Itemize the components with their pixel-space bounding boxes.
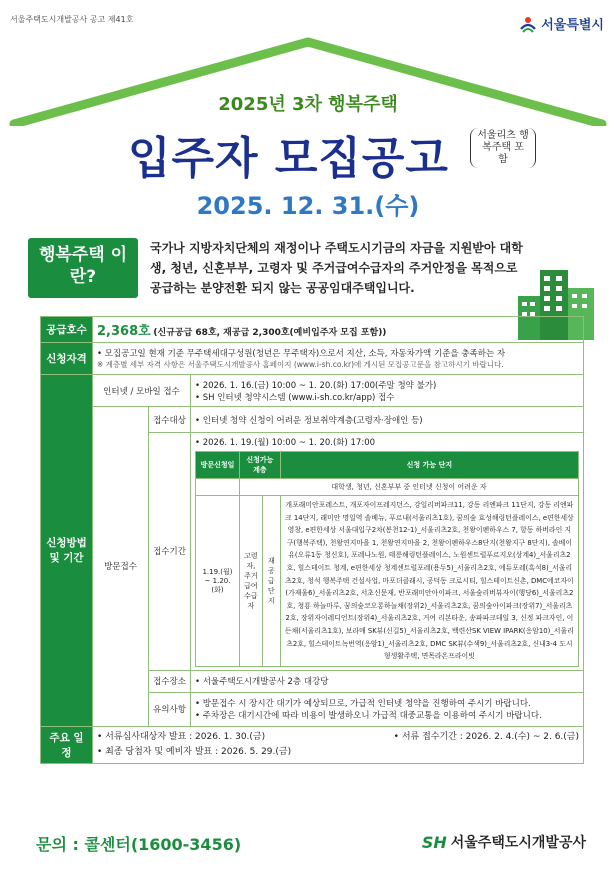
notice-number: 서울주택도시개발공사 공고 제41호	[10, 15, 134, 24]
visit-target-row	[41, 407, 584, 433]
online-value	[191, 375, 584, 407]
mini-header-date: 방문신청일	[196, 452, 240, 479]
mini-complexes: 개포래미안포레스트, 개포자이프레지던스, 강일리버파크11, 강동 리엔파크 11단지, 강동 리엔파크 14단지, 래미안 명일역 솔베뉴, 푸르내(서울리츠1호), 꿈의숲 효성해링턴플레이스, e편한세상 영창, e편한세상 서울대입구2차(봉천12-1)_서울리츠2호, 천왕이펜하우스 7, 항동 하버라인 지구(행복주택), 천왕연지마을 1, 천왕연지마을 2, 천왕이펜하우스8단지(천왕지구 8단지), 솔베이유(오류1동 청신호), 포레나노원, 태릉해링턴플레이스, 노원센트럴푸르지오(상계4)_서울리츠2호, 힐스테이트 청계, e편한세상 청계센트럴포레(용두5)_서울리츠2호, 에듀포레(흑석8)_서울리츠2호, 청석 행복주택 건설사업, 마포더클래시, 공덕동 크로시티, 힐스테이트신촌, DMC에코자이(가재울6)_서울리츠2호, 서초신문재, 반포래미안아이파크, 서울숲리버뷰자이(행당6)_서울리츠2호, 청룡 하늘마루, 꿈의숲코오롱하늘채(장위2)_서울리츠2호, 꿈의숲아이파크(장위7)_서울리츠2호, 장위자이레디언트(장위4)_서울리츠2호, 거여 리본타운, 송파파크데일 3, 신정 파크자인, 이든채(서울리츠1호), 보라매 SK뷰(신길5)_서울리츠2호, 백련산SK VIEW IPARK(응암10)_서울리츠2호, 힐스테이트녹번역(응암1)_서울리츠2호, DMC SK뷰(수색9)_서울리츠2호, 신내3-4 도시형생활주택, 면목라온프라이빗	[280, 496, 578, 667]
eligibility-line-1: • 모집공고일 현재 기준 무주택세대구성원(청년은 무주택자)으로서 지산, 소득, 자동차가액 기준을 충족하는 자	[97, 349, 506, 359]
caution-line-1: • 방문접수 시 장시간 대기가 예상되므로, 가급적 인터넷 청약을 진행하여 주시기 바랍니다.	[195, 699, 531, 710]
supply-row	[41, 317, 584, 343]
supply-label: 공급호수	[41, 317, 93, 343]
sh-logo	[422, 832, 586, 852]
caution-label: 유의사항	[149, 692, 191, 726]
caution-line-2: • 주차장은 대기시간에 따라 비용이 발생하오니 가급적 대중교통을 이용하여 주시기 바랍니다.	[195, 711, 542, 722]
intro-text: 국가나 지방자치단체의 재정이나 주택도시기금의 자금을 지원받아 대학생, 청년, 신혼부부, 고령자 및 주거급여수급자의 주거안정을 목적으로 공급하는 분양전환 되지 않는 공공임대주택입니다.	[150, 241, 523, 295]
mini-class: 고령자, 주거급여 수급자	[240, 496, 263, 667]
schedule-value	[93, 726, 584, 763]
mini-row1-blank	[196, 479, 240, 496]
seoul-city-logo	[519, 14, 604, 33]
mini-header-class: 신청가능 계층	[240, 452, 281, 479]
schedule-item-3: • 최종 당첨자 및 예비자 발표 : 2026. 5. 29.(금)	[97, 746, 292, 757]
complex-table	[195, 451, 579, 667]
period-label: 접수기간	[149, 433, 191, 671]
sh-logo-text: 서울주택도시개발공사	[450, 835, 586, 851]
intro-badge: 행복주택 이란?	[28, 238, 138, 298]
online-label: 인터넷 / 모바일 접수	[93, 375, 191, 407]
seoul-logo-text: 서울특별시	[541, 18, 604, 33]
online-line-2: • SH 인터넷 청약시스템 (www.i-sh.co.kr/app) 접수	[195, 392, 395, 403]
sh-logo-icon: SH	[421, 832, 447, 852]
mini-header-complex: 신청 가능 단지	[280, 452, 578, 479]
target-value: • 인터넷 청약 신청이 어려운 정보취약계층(고령자·장애인 등)	[191, 407, 584, 433]
apply-label: 신청방법 및 기간	[41, 375, 93, 727]
mini-date: 1.19.(월) ~ 1.20.(화)	[196, 496, 240, 667]
place-label: 접수장소	[149, 670, 191, 692]
online-line-1: • 2026. 1. 16.(금) 10:00 ~ 1. 20.(화) 17:00(주말 청약 불가)	[195, 380, 437, 391]
includes-note: 서울리츠 행복주택 포 함	[470, 128, 536, 168]
schedule-label: 주요 일정	[41, 726, 93, 763]
notice-date: 2025. 12. 31.(수)	[196, 192, 420, 220]
period-value	[191, 433, 584, 671]
online-row	[41, 375, 584, 407]
period-text: • 2026. 1. 19.(월) 10:00 ~ 1. 20.(화) 17:00	[195, 438, 376, 448]
notice-subtitle: 2025년 3차 행복주택	[218, 94, 398, 115]
visit-label: 방문접수	[93, 407, 149, 727]
mini-type: 재공급 단지	[262, 496, 280, 667]
page-title: 입주자 모집공고	[128, 133, 449, 184]
eligibility-label: 신청자격	[41, 343, 93, 375]
caution-value	[191, 692, 584, 726]
mini-row1: 대학생, 청년, 신혼부부 중 인터넷 신청이 어려운 자	[240, 479, 579, 496]
schedule-item-2: • 서류 접수기간 : 2026. 2. 4.(수) ~ 2. 6.(금)	[393, 731, 579, 742]
schedule-item-1: • 서류심사대상자 발표 : 2026. 1. 30.(금)	[97, 731, 266, 742]
supply-count: 2,368호	[97, 324, 151, 339]
place-value: • 서울주택도시개발공사 2층 대강당	[191, 670, 584, 692]
supply-detail: (신규공급 68호, 재공급 2,300호(예비입주자 모집 포함))	[153, 328, 387, 338]
supply-value	[93, 317, 584, 343]
contact-info: 문의 : 콜센터(1600-3456)	[36, 835, 242, 854]
eligibility-line-2: ※ 계층별 세부 자격 사항은 서울주택도시개발공사 홈페이지 (www.i-sh.co.kr)에 게시된 모집공고문을 참고하시기 바랍니다.	[97, 360, 504, 369]
eligibility-value	[93, 343, 584, 375]
seoul-logo-icon	[519, 15, 537, 33]
info-table	[40, 316, 584, 764]
target-label: 접수대상	[149, 407, 191, 433]
schedule-row	[41, 726, 584, 763]
eligibility-row	[41, 343, 584, 375]
